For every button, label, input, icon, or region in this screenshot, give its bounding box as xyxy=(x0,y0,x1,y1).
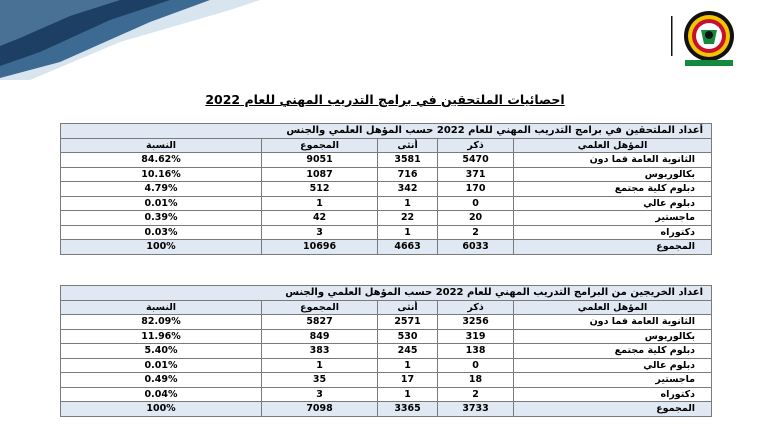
value-cell: 849 xyxy=(262,329,378,344)
table-row xyxy=(61,315,712,330)
value-cell: 11.96% xyxy=(61,329,262,344)
qualification-cell: دبلوم كلية مجتمع xyxy=(514,182,712,197)
value-cell: 5.40% xyxy=(61,344,262,359)
corner-stripes-decoration xyxy=(0,0,260,80)
table-total-row xyxy=(61,240,712,255)
qualification-cell: دكتوراه xyxy=(514,225,712,240)
total-value: 10696 xyxy=(262,240,378,255)
table-caption-row xyxy=(61,124,712,139)
total-label: المجموع xyxy=(514,402,712,417)
table-row xyxy=(61,182,712,197)
value-cell: 1 xyxy=(378,196,438,211)
column-header: أنثى xyxy=(378,300,438,315)
value-cell: 0.04% xyxy=(61,387,262,402)
value-cell: 0.01% xyxy=(61,196,262,211)
table-row xyxy=(61,153,712,168)
value-cell: 2571 xyxy=(378,315,438,330)
value-cell: 84.62% xyxy=(61,153,262,168)
table-row xyxy=(61,344,712,359)
value-cell: 35 xyxy=(262,373,378,388)
column-header: المجموع xyxy=(262,138,378,153)
total-value: 7098 xyxy=(262,402,378,417)
value-cell: 512 xyxy=(262,182,378,197)
table-row xyxy=(61,329,712,344)
value-cell: 0.01% xyxy=(61,358,262,373)
value-cell: 245 xyxy=(378,344,438,359)
value-cell: 4.79% xyxy=(61,182,262,197)
table-caption-row xyxy=(61,286,712,301)
table-caption: أعداد الملتحقين في برامج التدريب المهني للعام 2022 حسب المؤهل العلمي والجنس xyxy=(61,124,712,139)
qualification-cell: الثانوية العامة فما دون xyxy=(514,315,712,330)
total-value: 3365 xyxy=(378,402,438,417)
total-value: 4663 xyxy=(378,240,438,255)
table-row xyxy=(61,373,712,388)
value-cell: 42 xyxy=(262,211,378,226)
value-cell: 1 xyxy=(262,358,378,373)
value-cell: 138 xyxy=(438,344,514,359)
value-cell: 17 xyxy=(378,373,438,388)
total-value: 3733 xyxy=(438,402,514,417)
table-row xyxy=(61,387,712,402)
value-cell: 10.16% xyxy=(61,167,262,182)
table-row xyxy=(61,225,712,240)
qualification-cell: بكالوريوس xyxy=(514,329,712,344)
value-cell: 2 xyxy=(438,387,514,402)
value-cell: 18 xyxy=(438,373,514,388)
column-header: ذكر xyxy=(438,300,514,315)
value-cell: 5827 xyxy=(262,315,378,330)
value-cell: 20 xyxy=(438,211,514,226)
table-row xyxy=(61,211,712,226)
value-cell: 3581 xyxy=(378,153,438,168)
value-cell: 3 xyxy=(262,387,378,402)
table-total-row xyxy=(61,402,712,417)
value-cell: 0.49% xyxy=(61,373,262,388)
value-cell: 3256 xyxy=(438,315,514,330)
qualification-cell: الثانوية العامة فما دون xyxy=(514,153,712,168)
value-cell: 530 xyxy=(378,329,438,344)
value-cell: 371 xyxy=(438,167,514,182)
page-title: احصائيات الملتحقين في برامج التدريب المهني للعام 2022 xyxy=(205,92,565,107)
value-cell: 1 xyxy=(378,225,438,240)
value-cell: 3 xyxy=(262,225,378,240)
total-value: 100% xyxy=(61,402,262,417)
value-cell: 342 xyxy=(378,182,438,197)
column-header: المؤهل العلمي xyxy=(514,138,712,153)
value-cell: 170 xyxy=(438,182,514,197)
enrolled-statistics-table xyxy=(60,123,712,255)
column-header: ذكر xyxy=(438,138,514,153)
table-row xyxy=(61,358,712,373)
table-row xyxy=(61,167,712,182)
table-caption: اعداد الخريجين من البرامج التدريب المهني للعام 2022 حسب المؤهل العلمي والجنس xyxy=(61,286,712,301)
value-cell: 5470 xyxy=(438,153,514,168)
qualification-cell: دبلوم عالي xyxy=(514,196,712,211)
value-cell: 319 xyxy=(438,329,514,344)
value-cell: 383 xyxy=(262,344,378,359)
qualification-cell: دبلوم عالي xyxy=(514,358,712,373)
column-header: المجموع xyxy=(262,300,378,315)
qualification-cell: دبلوم كلية مجتمع xyxy=(514,344,712,359)
value-cell: 0.39% xyxy=(61,211,262,226)
value-cell: 1 xyxy=(262,196,378,211)
value-cell: 0 xyxy=(438,196,514,211)
organization-logo xyxy=(671,8,741,68)
total-value: 100% xyxy=(61,240,262,255)
value-cell: 716 xyxy=(378,167,438,182)
column-header: النسبة xyxy=(61,300,262,315)
graduates-statistics-table xyxy=(60,285,712,417)
value-cell: 1087 xyxy=(262,167,378,182)
column-header: المؤهل العلمي xyxy=(514,300,712,315)
value-cell: 82.09% xyxy=(61,315,262,330)
column-header: النسبة xyxy=(61,138,262,153)
qualification-cell: ماجستير xyxy=(514,373,712,388)
table-header-row xyxy=(61,300,712,315)
qualification-cell: ماجستير xyxy=(514,211,712,226)
qualification-cell: دكتوراه xyxy=(514,387,712,402)
total-value: 6033 xyxy=(438,240,514,255)
column-header: أنثى xyxy=(378,138,438,153)
value-cell: 0 xyxy=(438,358,514,373)
value-cell: 1 xyxy=(378,387,438,402)
qualification-cell: بكالوريوس xyxy=(514,167,712,182)
table-header-row xyxy=(61,138,712,153)
value-cell: 9051 xyxy=(262,153,378,168)
total-label: المجموع xyxy=(514,240,712,255)
value-cell: 2 xyxy=(438,225,514,240)
value-cell: 22 xyxy=(378,211,438,226)
table-row xyxy=(61,196,712,211)
value-cell: 0.03% xyxy=(61,225,262,240)
value-cell: 1 xyxy=(378,358,438,373)
